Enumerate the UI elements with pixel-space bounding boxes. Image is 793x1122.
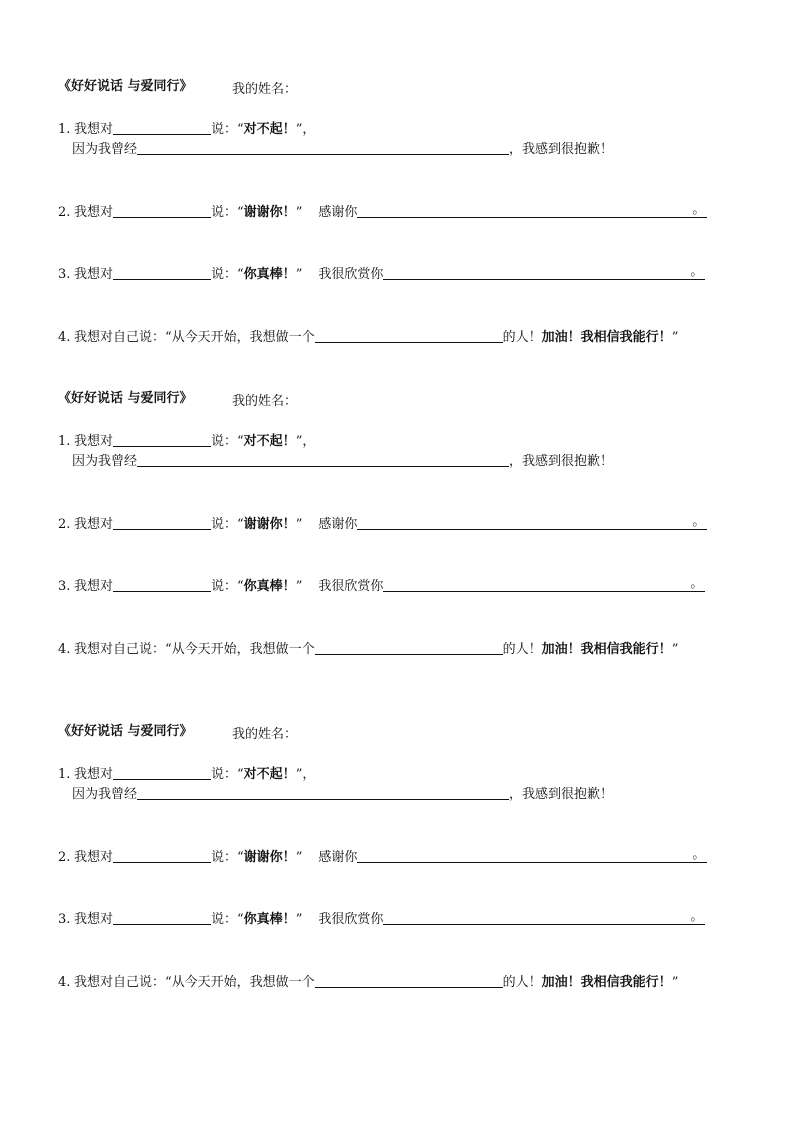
recipient-blank[interactable] xyxy=(113,515,211,530)
question-1-line-1 xyxy=(58,432,315,450)
question-number: 3. xyxy=(58,267,71,282)
say-text: 说：“ xyxy=(211,267,244,282)
thanks-reason-blank[interactable] xyxy=(357,203,707,218)
quote-close: ”， xyxy=(295,122,316,137)
reason-blank[interactable] xyxy=(137,452,509,467)
follow-text: 我很欣赏你 xyxy=(318,912,384,927)
end-mark: 。 xyxy=(692,202,706,217)
question-prefix: 我想对 xyxy=(74,434,114,449)
praise-phrase: 你真棒！ xyxy=(243,579,296,594)
sorry-phrase: 对不起！ xyxy=(243,767,296,782)
sorry-phrase: 对不起！ xyxy=(243,122,296,137)
say-text: 说：“ xyxy=(211,122,244,137)
worksheet-title: 《好好说话 与爱同行》 xyxy=(58,724,193,739)
reason-suffix: ，我感到很抱歉！ xyxy=(509,454,614,469)
question-prefix: 我想对 xyxy=(74,912,114,927)
question-number: 2. xyxy=(58,205,71,220)
question-prefix: 我想对 xyxy=(74,122,114,137)
say-text: 说：“ xyxy=(211,767,244,782)
say-text: 说：“ xyxy=(211,205,244,220)
quote-close: ” xyxy=(671,330,679,345)
quote-close: ” xyxy=(295,517,303,532)
question-number: 3. xyxy=(58,912,71,927)
question-3 xyxy=(58,265,705,283)
quote-close: ” xyxy=(295,579,303,594)
question-number: 4. xyxy=(58,642,71,657)
say-text: 说：“ xyxy=(211,434,244,449)
quote-close: ” xyxy=(295,205,303,220)
recipient-blank[interactable] xyxy=(113,120,211,135)
question-1-line-2 xyxy=(72,785,613,803)
recipient-blank[interactable] xyxy=(113,265,211,280)
recipient-blank[interactable] xyxy=(113,910,211,925)
question-number: 3. xyxy=(58,579,71,594)
follow-text: 感谢你 xyxy=(318,850,358,865)
goal-blank[interactable] xyxy=(315,973,503,988)
appreciation-blank[interactable] xyxy=(383,910,705,925)
quote-close: ”， xyxy=(295,767,316,782)
question-1-line-1 xyxy=(58,765,315,783)
question-1-line-1 xyxy=(58,120,315,138)
question-prefix: 我想对 xyxy=(74,267,114,282)
recipient-blank[interactable] xyxy=(113,432,211,447)
reason-prefix: 因为我曾经 xyxy=(72,787,138,802)
question-1-line-2 xyxy=(72,140,613,158)
question-number: 1. xyxy=(58,434,71,449)
question-number: 2. xyxy=(58,517,71,532)
question-suffix: 的人！ xyxy=(502,330,542,345)
reason-prefix: 因为我曾经 xyxy=(72,454,138,469)
encouragement-text: 加油！我相信我能行！ xyxy=(541,330,672,345)
name-label: 我的姓名： xyxy=(232,394,298,409)
thanks-phrase: 谢谢你！ xyxy=(243,850,296,865)
end-mark: 。 xyxy=(690,576,704,591)
quote-close: ” xyxy=(295,912,303,927)
worksheet-3 xyxy=(0,645,793,990)
appreciation-blank[interactable] xyxy=(383,265,705,280)
recipient-blank[interactable] xyxy=(113,848,211,863)
reason-blank[interactable] xyxy=(137,140,509,155)
quote-close: ” xyxy=(671,975,679,990)
question-number: 4. xyxy=(58,330,71,345)
recipient-blank[interactable] xyxy=(113,203,211,218)
quote-close: ” xyxy=(295,267,303,282)
reason-suffix: ，我感到很抱歉！ xyxy=(509,787,614,802)
name-label: 我的姓名： xyxy=(232,82,298,97)
question-suffix: 的人！ xyxy=(502,642,542,657)
say-text: 说：“ xyxy=(211,579,244,594)
worksheet-2 xyxy=(0,312,793,657)
end-mark: 。 xyxy=(690,264,704,279)
question-number: 4. xyxy=(58,975,71,990)
question-number: 2. xyxy=(58,850,71,865)
recipient-blank[interactable] xyxy=(113,577,211,592)
reason-prefix: 因为我曾经 xyxy=(72,142,138,157)
recipient-blank[interactable] xyxy=(113,765,211,780)
question-2 xyxy=(58,203,707,221)
encouragement-text: 加油！我相信我能行！ xyxy=(541,642,672,657)
say-text: 说：“ xyxy=(211,912,244,927)
question-number: 1. xyxy=(58,767,71,782)
worksheet-title: 《好好说话 与爱同行》 xyxy=(58,391,193,406)
praise-phrase: 你真棒！ xyxy=(243,267,296,282)
end-mark: 。 xyxy=(692,847,706,862)
sorry-phrase: 对不起！ xyxy=(243,434,296,449)
question-prefix: 我想对 xyxy=(74,579,114,594)
follow-text: 我很欣赏你 xyxy=(318,267,384,282)
follow-text: 感谢你 xyxy=(318,205,358,220)
thanks-reason-blank[interactable] xyxy=(357,848,707,863)
follow-text: 感谢你 xyxy=(318,517,358,532)
question-2 xyxy=(58,848,707,866)
appreciation-blank[interactable] xyxy=(383,577,705,592)
worksheet-title: 《好好说话 与爱同行》 xyxy=(58,79,193,94)
worksheet-1 xyxy=(0,0,793,345)
question-prefix: 我想对 xyxy=(74,517,114,532)
question-prefix: 我想对自己说：“从今天开始，我想做一个 xyxy=(74,975,315,990)
reason-suffix: ，我感到很抱歉！ xyxy=(509,142,614,157)
question-number: 1. xyxy=(58,122,71,137)
question-prefix: 我想对自己说：“从今天开始，我想做一个 xyxy=(74,330,315,345)
encouragement-text: 加油！我相信我能行！ xyxy=(541,975,672,990)
praise-phrase: 你真棒！ xyxy=(243,912,296,927)
thanks-reason-blank[interactable] xyxy=(357,515,707,530)
end-mark: 。 xyxy=(692,514,706,529)
question-prefix: 我想对 xyxy=(74,850,114,865)
question-suffix: 的人！ xyxy=(502,975,542,990)
question-2 xyxy=(58,515,707,533)
reason-blank[interactable] xyxy=(137,785,509,800)
question-prefix: 我想对自己说：“从今天开始，我想做一个 xyxy=(74,642,315,657)
question-prefix: 我想对 xyxy=(74,767,114,782)
say-text: 说：“ xyxy=(211,850,244,865)
thanks-phrase: 谢谢你！ xyxy=(243,205,296,220)
question-3 xyxy=(58,577,705,595)
question-1-line-2 xyxy=(72,452,613,470)
quote-close: ”， xyxy=(295,434,316,449)
question-4 xyxy=(58,973,678,991)
follow-text: 我很欣赏你 xyxy=(318,579,384,594)
thanks-phrase: 谢谢你！ xyxy=(243,517,296,532)
end-mark: 。 xyxy=(690,909,704,924)
question-3 xyxy=(58,910,705,928)
name-label: 我的姓名： xyxy=(232,727,298,742)
say-text: 说：“ xyxy=(211,517,244,532)
quote-close: ” xyxy=(671,642,679,657)
question-prefix: 我想对 xyxy=(74,205,114,220)
quote-close: ” xyxy=(295,850,303,865)
